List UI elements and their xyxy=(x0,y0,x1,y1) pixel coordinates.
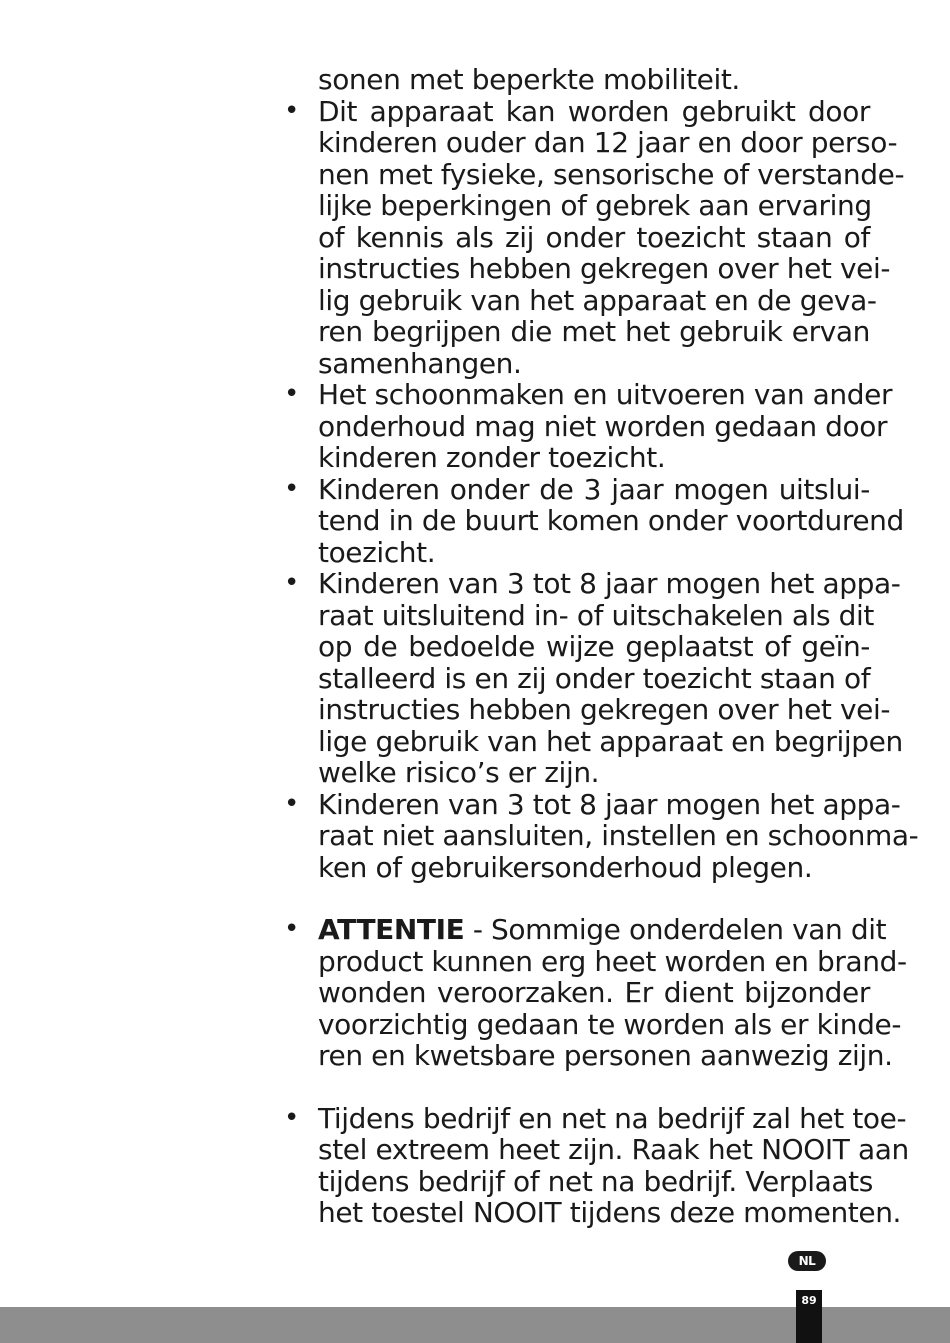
text-line: op de bedoelde wijze geplaatst of geïn- xyxy=(318,630,870,663)
text-line: lige gebruik van het apparaat en begrijpen xyxy=(318,724,903,758)
list-item xyxy=(280,787,919,884)
bullet-icon: • xyxy=(284,568,299,598)
text-line: raat niet aansluiten, instellen en schoonma- xyxy=(318,819,919,852)
list-item xyxy=(280,94,905,380)
bullet-icon: • xyxy=(284,379,299,409)
text-line xyxy=(280,913,887,946)
text-line: tend in de buurt komen onder voortdurend xyxy=(318,504,904,537)
text-line: lig gebruik van het apparaat en de geva- xyxy=(318,283,877,317)
list-item xyxy=(280,378,893,474)
continuation-paragraph xyxy=(280,64,870,96)
text-line: instructies hebben gekregen over het vei- xyxy=(318,252,891,285)
text-line: Het schoonmaken en uitvoeren van ander xyxy=(318,378,893,411)
text-line: onderhoud mag niet worden gedaan door xyxy=(318,409,888,443)
attention-first-line: - Sommige onderdelen van dit xyxy=(464,913,887,946)
text-line: instructies hebben gekregen over het vei- xyxy=(318,693,891,726)
text-line: stalleerd is en zij onder toezicht staan of xyxy=(318,661,871,695)
spacer xyxy=(280,883,870,914)
spacer xyxy=(280,1072,870,1103)
list-item xyxy=(280,1101,909,1229)
text-line: sonen met beperkte mobiliteit. xyxy=(318,63,740,96)
page-number-tab xyxy=(796,1290,822,1343)
text-line: stel extreem heet zijn. Raak het NOOIT aan xyxy=(318,1133,909,1166)
text-line: ren en kwetsbare personen aanwezig zijn. xyxy=(318,1039,893,1072)
text-line: kinderen ouder dan 12 jaar en door perso- xyxy=(318,126,898,159)
bullet-icon: • xyxy=(284,1102,299,1133)
list-item xyxy=(280,472,904,569)
text-line: Tijdens bedrijf en net na bedrijf zal het toe- xyxy=(318,1101,907,1135)
text-line: of kennis als zij onder toezicht staan of xyxy=(318,220,870,254)
text-line: Kinderen van 3 tot 8 jaar mogen het appa- xyxy=(318,787,901,821)
text-line: Kinderen onder de 3 jaar mogen uitslui- xyxy=(318,472,870,506)
text-line: ren begrijpen die met het gebruik ervan xyxy=(318,315,870,348)
text-line: tijdens bedrijf of net na bedrijf. Verplaats xyxy=(318,1164,873,1198)
text-line: nen met fysieke, sensorische of verstande- xyxy=(318,157,905,191)
attention-item xyxy=(280,913,907,1072)
text-line: product kunnen erg heet worden en brand- xyxy=(318,944,907,978)
text-line: lijke beperkingen of gebrek aan ervaring xyxy=(318,189,872,222)
text-line: toezicht. xyxy=(318,535,436,569)
attention-label: ATTENTIE xyxy=(318,913,465,946)
text-line: voorzichtig gedaan te worden als er kinde- xyxy=(318,1007,902,1041)
document-body xyxy=(280,63,919,1229)
text-line: kinderen zonder toezicht. xyxy=(318,441,666,474)
text-line: raat uitsluitend in- of uitschakelen als dit xyxy=(318,598,874,632)
bullet-icon: • xyxy=(284,914,299,944)
text-line: welke risico’s er zijn. xyxy=(318,756,600,789)
text-line: ken of gebruikersonderhoud plegen. xyxy=(318,850,813,884)
bullet-icon: • xyxy=(284,473,299,504)
bullet-icon: • xyxy=(284,95,299,126)
text-line: het toestel NOOIT tijdens deze momenten. xyxy=(318,1196,902,1229)
bullet-icon: • xyxy=(284,788,299,819)
text-line: Dit apparaat kan worden gebruikt door xyxy=(318,94,870,128)
text-line: samenhangen. xyxy=(318,346,522,380)
text-line: wonden veroorzaken. Er dient bijzonder xyxy=(318,976,870,1009)
page-number: 89 xyxy=(801,1294,817,1307)
text-line: Kinderen van 3 tot 8 jaar mogen het appa- xyxy=(318,567,901,600)
language-badge: NL xyxy=(788,1251,826,1271)
list-item xyxy=(280,567,903,789)
